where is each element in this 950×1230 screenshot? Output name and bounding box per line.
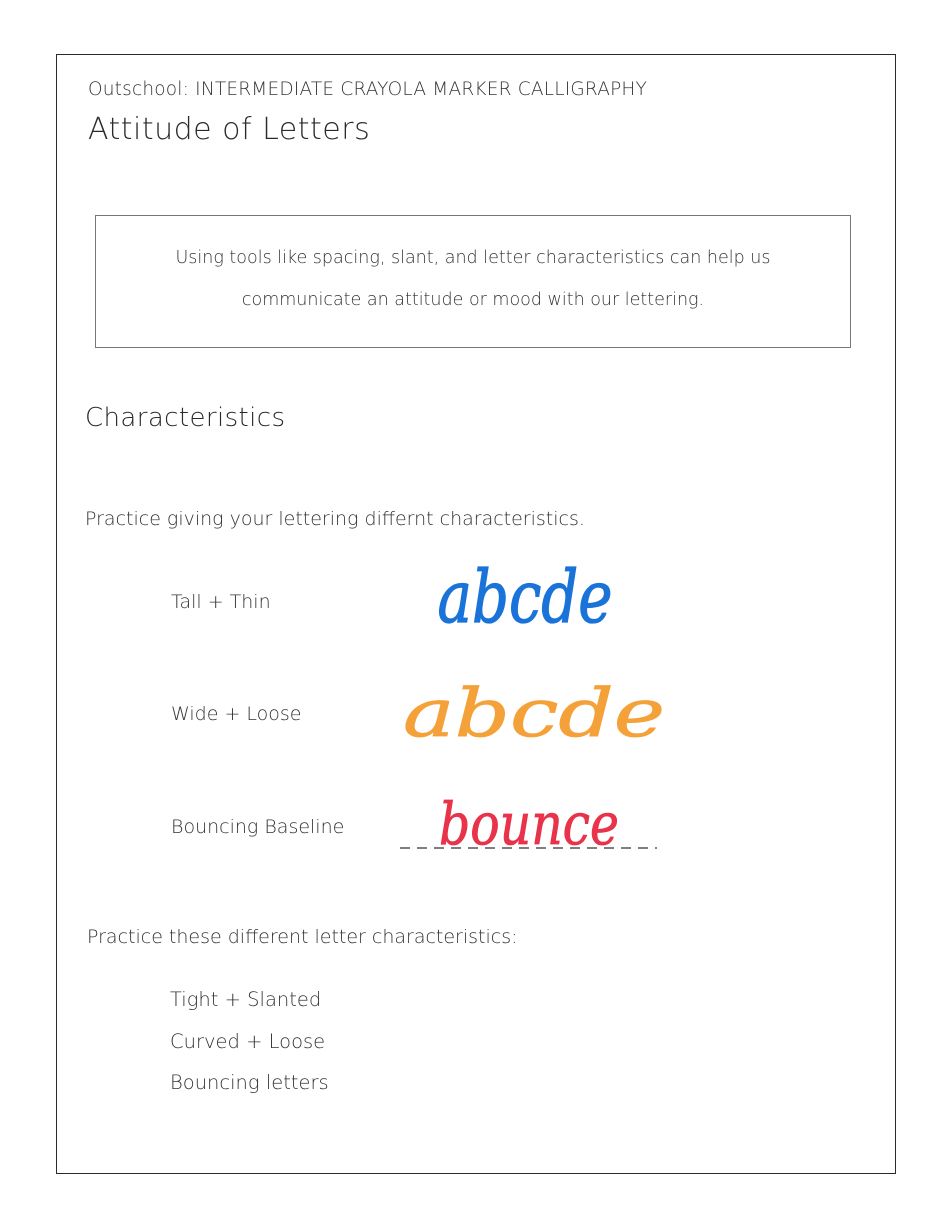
sample-text-wide-loose: abcde [403, 675, 665, 752]
callout-line-2: communicate an attitude or mood with our lettering. [241, 290, 705, 310]
example-label-wide-loose: Wide + Loose [171, 703, 302, 725]
example-label-bouncing-baseline: Bouncing Baseline [171, 816, 345, 838]
sample-tall-thin [425, 552, 625, 644]
callout-line-1: Using tools like spacing, slant, and letter characteristics can help us [175, 248, 771, 268]
practice-item-bouncing-letters: Bouncing letters [170, 1071, 329, 1094]
page-title: Attitude of Letters [88, 112, 371, 147]
sample-text-bouncing: bounce [439, 790, 619, 858]
sample-bouncing-baseline [395, 772, 663, 876]
sample-text-tall-thin: abcde [437, 555, 613, 639]
course-subtitle: Outschool: INTERMEDIATE CRAYOLA MARKER CALLIGRAPHY [88, 79, 648, 100]
example-label-tall-thin: Tall + Thin [171, 591, 271, 613]
characteristics-intro: Practice giving your lettering differnt characteristics. [85, 508, 585, 530]
practice-item-curved-loose: Curved + Loose [170, 1029, 326, 1053]
practice-item-tight-slanted: Tight + Slanted [170, 988, 322, 1011]
practice-list [170, 983, 329, 1108]
characteristics-heading: Characteristics [85, 403, 286, 433]
sample-wide-loose [398, 668, 670, 754]
intro-callout-box [95, 215, 851, 348]
practice-intro: Practice these different letter characteristics: [87, 926, 518, 948]
